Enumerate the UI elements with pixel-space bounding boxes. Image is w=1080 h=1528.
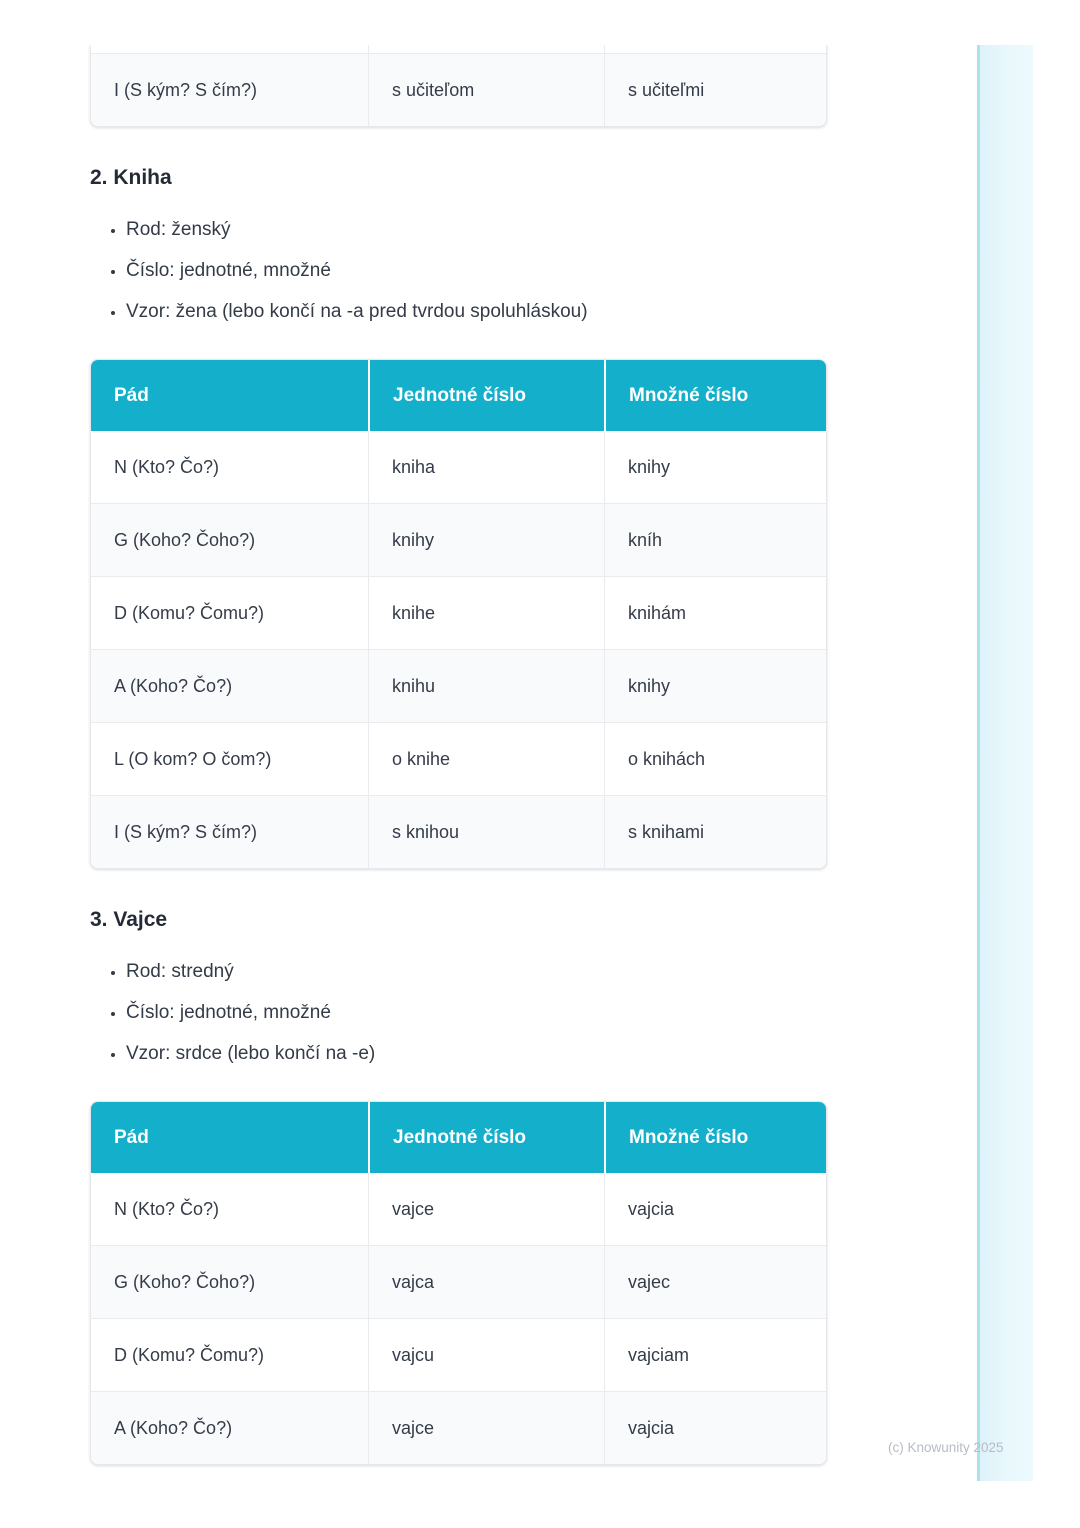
list-item: • Číslo: jednotné, množné [126, 258, 827, 284]
plural-cell: vajec [604, 1246, 826, 1318]
declension-table-vajce [90, 1101, 827, 1465]
table-row [91, 1245, 826, 1318]
plural-cell: vajciam [604, 1319, 826, 1391]
section-heading-kniha: 2. Kniha [90, 166, 172, 189]
table-row [91, 53, 826, 126]
plural-cell: s učiteľmi [604, 54, 826, 126]
list-item: • Vzor: žena (lebo končí na -a pred tvrdou spoluhláskou) [126, 299, 827, 325]
table-header-row [91, 1102, 826, 1173]
case-cell: D (Komu? Čomu?) [91, 1319, 368, 1391]
table-row [91, 431, 826, 503]
kniha-properties-list [90, 217, 827, 325]
plural-cell: kníh [604, 504, 826, 576]
case-cell: I (S kým? S čím?) [91, 796, 368, 868]
header-cell-singular: Jednotné číslo [368, 1102, 604, 1173]
plural-cell: knihám [604, 577, 826, 649]
plural-cell: s knihami [604, 796, 826, 868]
table-header-row [91, 360, 826, 431]
plural-cell: knihy [604, 431, 826, 503]
case-cell: I (S kým? S čím?) [91, 54, 368, 126]
table-row [91, 722, 826, 795]
case-cell: N (Kto? Čo?) [91, 431, 368, 503]
plural-cell: vajcia [604, 1392, 826, 1464]
watermark-copyright: (c) Knowunity 2025 [888, 1440, 1004, 1455]
list-item: • Rod: stredný [126, 959, 827, 985]
document-page [0, 45, 1080, 1481]
case-cell: G (Koho? Čoho?) [91, 1246, 368, 1318]
header-cell-pad: Pád [114, 384, 149, 406]
singular-cell: kniha [368, 431, 604, 503]
singular-cell: vajca [368, 1246, 604, 1318]
table-row [91, 576, 826, 649]
case-cell: N (Kto? Čo?) [91, 1173, 368, 1245]
header-cell-singular: Jednotné číslo [368, 360, 604, 431]
list-item: • Vzor: srdce (lebo končí na -e) [126, 1041, 827, 1067]
singular-cell: s učiteľom [368, 54, 604, 126]
singular-cell: vajce [368, 1173, 604, 1245]
table-row [91, 1173, 826, 1245]
plural-cell: vajcia [604, 1173, 826, 1245]
singular-cell: o knihe [368, 723, 604, 795]
table-row [91, 503, 826, 576]
case-cell: A (Koho? Čo?) [91, 650, 368, 722]
header-cell-pad: Pád [114, 1126, 149, 1148]
case-cell: D (Komu? Čomu?) [91, 577, 368, 649]
section-heading-vajce: 3. Vajce [90, 908, 168, 931]
singular-cell: knihe [368, 577, 604, 649]
singular-cell: knihu [368, 650, 604, 722]
header-cell-plural: Množné číslo [604, 360, 826, 431]
table-row-clipped [91, 45, 826, 53]
table-row [91, 1391, 826, 1464]
list-item: • Číslo: jednotné, množné [126, 1000, 827, 1026]
table-row [91, 795, 826, 868]
case-cell: A (Koho? Čo?) [91, 1392, 368, 1464]
singular-cell: knihy [368, 504, 604, 576]
declension-table-kniha [90, 359, 827, 869]
table-row [91, 1318, 826, 1391]
table-row [91, 649, 826, 722]
plural-cell: o knihách [604, 723, 826, 795]
decorative-side-stripe [977, 45, 1033, 1481]
list-item: • Rod: ženský [126, 217, 827, 243]
header-cell-plural: Množné číslo [604, 1102, 826, 1173]
singular-cell: s knihou [368, 796, 604, 868]
case-cell: L (O kom? O čom?) [91, 723, 368, 795]
singular-cell: vajce [368, 1392, 604, 1464]
vajce-properties-list [90, 959, 827, 1067]
singular-cell: vajcu [368, 1319, 604, 1391]
page-content [90, 45, 827, 1465]
case-cell: G (Koho? Čoho?) [91, 504, 368, 576]
plural-cell: knihy [604, 650, 826, 722]
declension-table-ucitel-fragment [90, 45, 827, 127]
